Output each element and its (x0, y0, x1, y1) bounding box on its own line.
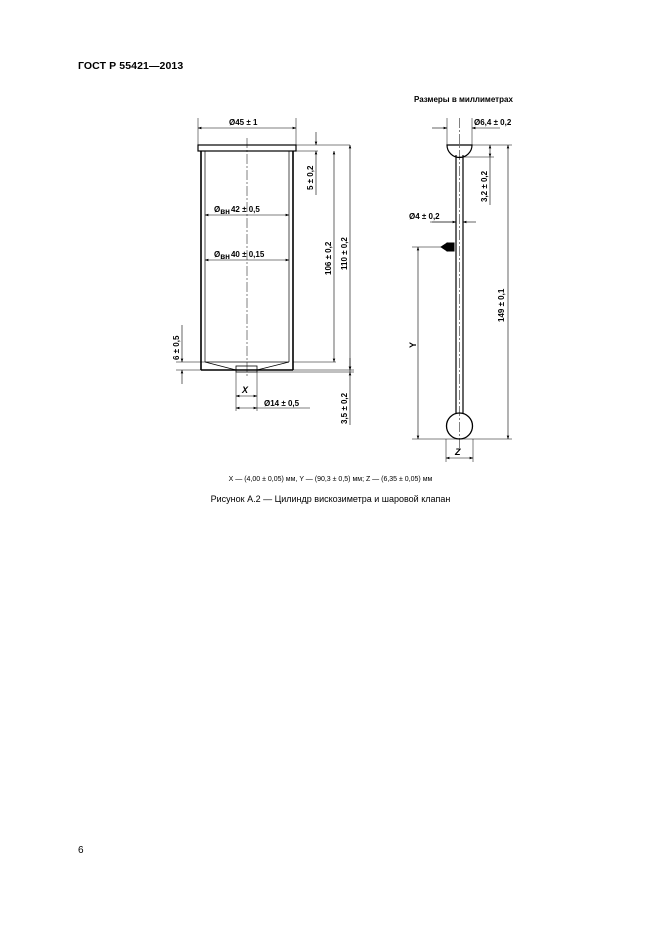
label-ball-diameter: Ø6,4 ± 0,2 (474, 118, 512, 127)
document-header: ГОСТ Р 55421—2013 (78, 60, 184, 72)
label-z: Z (455, 447, 461, 457)
label-inner-top: Øвн42 ± 0,5 (214, 205, 260, 216)
valve-collar (447, 243, 454, 251)
label-bottom-diameter: Ø14 ± 0,5 (264, 399, 300, 408)
label-total-length: 149 ± 0,1 (497, 288, 506, 322)
cylinder-orifice (236, 366, 257, 372)
label-outer-diameter: Ø45 ± 1 (229, 118, 258, 127)
label-ball-height: 3,2 ± 0,2 (480, 170, 489, 202)
label-rod-diameter: Ø4 ± 0,2 (409, 212, 440, 221)
figure-legend: X — (4,00 ± 0,05) мм, Y — (90,3 ± 0,5) мм; Z — (6,35 ± 0,05) мм (228, 476, 433, 483)
cylinder-cone-left (205, 362, 236, 370)
units-note: Размеры в миллиметрах (414, 95, 513, 104)
label-cone-height: 6 ± 0,5 (172, 335, 181, 360)
label-inner-mid: Øвн40 ± 0,15 (214, 250, 265, 261)
page-number: 6 (78, 845, 84, 856)
left-dimension-labels (172, 118, 349, 424)
label-top-height: 5 ± 0,2 (306, 165, 315, 190)
right-dimension-labels (408, 118, 512, 457)
label-body-height: 106 ± 0,2 (324, 241, 333, 275)
label-y: Y (408, 341, 418, 348)
label-orifice-length: 3,5 ± 0,2 (340, 392, 349, 424)
figure-caption: Рисунок А.2 — Цилиндр вискозиметра и шаровой клапан (210, 494, 451, 504)
label-total-height: 110 ± 0,2 (340, 237, 349, 270)
cylinder-cone-right (257, 362, 289, 370)
label-orifice-x: X (242, 385, 249, 395)
